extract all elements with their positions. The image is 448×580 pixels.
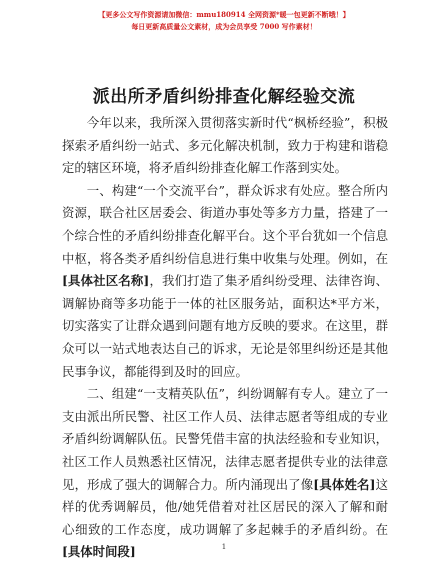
section-1-paragraph bbox=[62, 180, 388, 383]
section-1-text-b: ，我们打造了集矛盾纠纷受理、法律咨询、调解协商等多功能于一体的社区服务站，面积达*平方米，切实落实了让群众遇到问题有地方反映的要求。在这里，群众可以一站式地表达自己的诉求，无论是邻里纠纷还是其他民事争议，都能得到及时的回应。 bbox=[62, 273, 388, 379]
document-title: 派出所矛盾纠纷排查化解经验交流 bbox=[92, 87, 356, 107]
placeholder-person-name: [具体姓名] bbox=[313, 476, 376, 492]
placeholder-time-period: [具体时间段] bbox=[62, 544, 136, 560]
section-2-text-b: 这样的优秀调解员，他/她凭借着对社区居民的深入了解和耐心细致的工作态度，成功调解了多起棘手的矛盾纠纷。在 bbox=[62, 476, 389, 537]
section-2-text-a: 二、组建“一支精英队伍”，纠纷调解有专人。建立了一支由派出所民警、社区工作人员、法律志愿者等组成的专业矛盾纠纷调解队伍。民警凭借丰富的执法经验和专业知识，社区工作人员熟悉社区情况，法律志愿者提供专业的法律意见，形成了强大的调解合力。所内涌现出了像 bbox=[62, 386, 388, 492]
page-number: 1 bbox=[221, 543, 227, 551]
promo-banner-line-2: 每日更新高质量公文素材，成为会员享受 7000 写作素材！ bbox=[131, 22, 317, 31]
intro-paragraph: 今年以来，我所深入贯彻落实新时代“枫桥经验”，积极探索矛盾纠纷一站式、多元化解决机制，致力于构建和谐稳定的辖区环境，将矛盾纠纷排查化解工作落到实处。 bbox=[62, 115, 388, 176]
promo-banner-line-1: 【更多公文写作资源请加微信：mmu180914 全网资源*暖一包更新不断哦！】 bbox=[98, 10, 350, 19]
section-1-text-a: 一、构建“一个交流平台”，群众诉求有处应。整合所内资源，联合社区居委会、街道办事处等多方力量，搭建了一个综合性的矛盾纠纷排查化解平台。这个平台犹如一个信息中枢，将各类矛盾纠纷信息进行集中收集与处理。例如，在 bbox=[62, 182, 388, 266]
section-2-paragraph bbox=[62, 383, 388, 564]
document-body bbox=[62, 112, 388, 564]
placeholder-community-name: [具体社区名称] bbox=[62, 273, 150, 289]
